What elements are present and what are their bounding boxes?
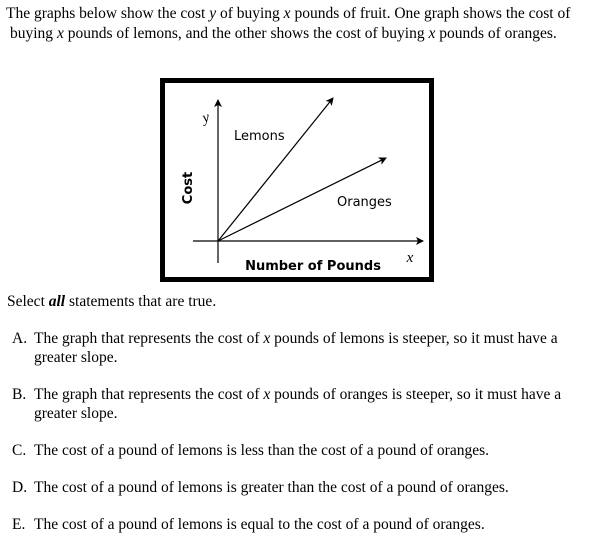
oranges-label: Oranges <box>337 195 392 210</box>
lemons-label: Lemons <box>234 129 285 144</box>
instruction-text <box>7 292 216 312</box>
intro-text-segment: buying <box>10 25 57 42</box>
intro-text-segment: pounds of lemons, and the other shows the cost of buying <box>63 25 429 42</box>
variable-x: x <box>263 386 271 403</box>
instruction-segment: statements that are true. <box>65 293 217 310</box>
option-letter: C. <box>12 442 27 459</box>
option-letter: E. <box>12 516 26 533</box>
intro-text-segment: pounds of fruit. One graph shows the cost of <box>290 5 571 22</box>
option-text <box>34 329 592 367</box>
option-e[interactable] <box>12 515 592 534</box>
option-c[interactable] <box>12 441 592 460</box>
option-text-segment: pounds of oranges is steeper, so it must have a <box>270 386 562 403</box>
option-text: The cost of a pound of lemons is equal to the cost of a pound of oranges. <box>34 516 485 533</box>
intro-line-2 <box>6 24 598 44</box>
instruction-emphasis: all <box>48 293 66 310</box>
option-letter: A. <box>12 330 28 347</box>
variable-y: y <box>209 5 217 22</box>
x-axis-variable: x <box>406 250 414 266</box>
option-text: The cost of a pound of lemons is greater than the cost of a pound of oranges. <box>34 479 509 496</box>
variable-x: x <box>283 5 291 22</box>
cost-graph <box>160 78 434 282</box>
intro-text-segment: The graphs below show the cost <box>6 5 210 22</box>
option-text-segment: The graph that represents the cost of <box>34 386 264 403</box>
option-a[interactable] <box>12 329 592 367</box>
intro-text <box>6 4 598 44</box>
option-letter: B. <box>12 386 27 403</box>
y-axis-label: Cost <box>181 171 196 205</box>
x-axis-label: Number of Pounds <box>245 259 381 274</box>
intro-text-segment: pounds of oranges. <box>435 25 557 42</box>
option-text-segment: pounds of lemons is steeper, so it must have a <box>270 330 558 347</box>
intro-text-segment: of buying <box>216 5 284 22</box>
option-text-segment: The graph that represents the cost of <box>34 330 264 347</box>
option-text <box>34 385 592 423</box>
variable-x: x <box>263 330 271 347</box>
option-letter: D. <box>12 479 28 496</box>
y-axis-variable: y <box>200 109 212 127</box>
option-d[interactable] <box>12 478 592 497</box>
variable-x: x <box>428 25 436 42</box>
cost-graph-figure <box>160 78 434 282</box>
instruction-segment: Select <box>7 293 49 310</box>
variable-x: x <box>56 25 64 42</box>
option-b[interactable] <box>12 385 592 423</box>
option-text-segment: greater slope. <box>34 349 118 366</box>
option-text: The cost of a pound of lemons is less than the cost of a pound of oranges. <box>34 442 490 459</box>
option-text-segment: greater slope. <box>34 405 118 422</box>
intro-line-1 <box>6 4 598 24</box>
